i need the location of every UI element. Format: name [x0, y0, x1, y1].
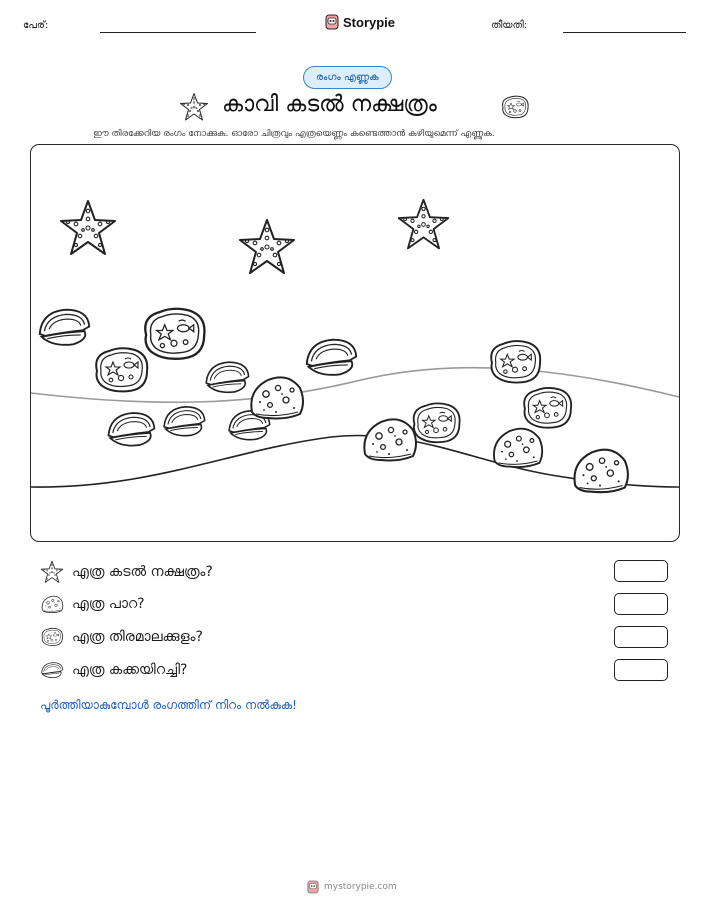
- question-text: എത്ര കക്കയിറച്ചി?: [72, 662, 188, 678]
- reef-icon: [40, 626, 64, 648]
- date-label: തീയതി:: [491, 20, 528, 31]
- starfish: [399, 200, 449, 249]
- rock: [575, 450, 628, 493]
- clam-icon: [40, 660, 64, 680]
- starfish: [240, 220, 294, 273]
- reef: [145, 309, 204, 359]
- clam: [108, 413, 154, 446]
- starfish: [61, 201, 115, 254]
- storypie-mascot-icon: [307, 880, 319, 894]
- question-text: എത്ര കടൽ നക്ഷത്രം?: [72, 564, 213, 580]
- clam: [307, 340, 356, 375]
- question-row: [40, 626, 203, 648]
- answer-box[interactable]: [614, 593, 668, 615]
- brand-logo: [325, 14, 395, 30]
- reef: [414, 403, 460, 442]
- starfish-icon: [179, 92, 209, 122]
- name-field[interactable]: [100, 32, 256, 33]
- rock-icon: [40, 593, 64, 615]
- reef: [491, 341, 540, 382]
- date-field[interactable]: [563, 32, 686, 33]
- clam: [206, 362, 248, 392]
- question-row: [40, 660, 187, 680]
- storypie-mascot-icon: [325, 14, 339, 30]
- question-row: [40, 560, 213, 584]
- completion-note: പൂർത്തിയാകുമ്പോൾ രംഗത്തിന് നിറം നൽകുക!: [40, 698, 297, 712]
- page-title: കാവി കടൽ നക്ഷത്രം: [222, 92, 437, 117]
- footer: [307, 880, 397, 894]
- reef-icon: [500, 94, 530, 120]
- rock: [364, 419, 416, 460]
- clam: [164, 407, 205, 436]
- answer-box[interactable]: [614, 659, 668, 681]
- question-row: [40, 593, 145, 615]
- instructions: ഈ തിരക്കേറിയ രംഗം നോക്കുക. ഓരോ ചിത്രവും എത്രയെണ്ണം കണ്ടെത്താൻ കഴിയുമെന്ന് എണ്ണുക.: [93, 129, 495, 139]
- starfish-icon: [40, 560, 64, 584]
- question-text: എത്ര തിരമാലക്കുളം?: [72, 629, 203, 645]
- footer-url[interactable]: mystorypie.com: [324, 882, 397, 892]
- name-label: പേര്:: [23, 20, 49, 31]
- reef: [524, 388, 571, 428]
- question-text: എത്ര പാറ?: [72, 596, 145, 612]
- rock: [494, 429, 542, 467]
- answer-box[interactable]: [614, 560, 668, 582]
- brand-name: Storypie: [343, 14, 396, 30]
- activity-badge: രംഗം എണ്ണുക: [303, 66, 392, 89]
- reef: [96, 348, 147, 391]
- answer-box[interactable]: [614, 626, 668, 648]
- clam: [40, 310, 89, 345]
- counting-scene: [30, 144, 680, 542]
- rock: [251, 377, 303, 418]
